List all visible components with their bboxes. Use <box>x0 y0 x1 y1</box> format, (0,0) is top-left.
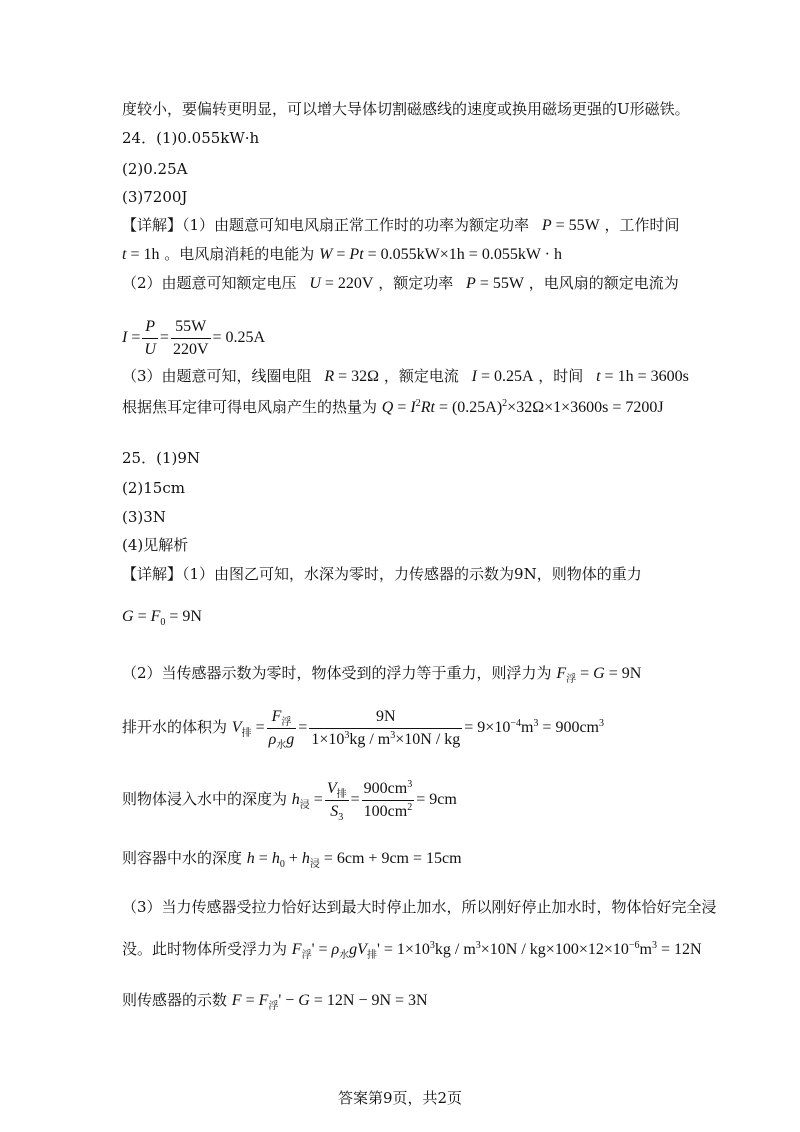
q25-detail-9 <box>122 991 428 1012</box>
q24-detail-3-mid1: ，额定功率 <box>378 274 454 292</box>
q25-detail-9-text: 则传感器的示数 <box>122 991 228 1009</box>
q24-answer-1: 24．(1)0.055kW·h <box>122 129 260 147</box>
q24-detail-2-text: 。电风扇消耗的电能为 <box>164 245 315 263</box>
q24-detail-6 <box>122 400 664 416</box>
q25-detail-4-text: 排开水的体积为 <box>122 717 228 736</box>
formula-power: P = 55W <box>541 217 600 234</box>
q24-detail-5 <box>122 369 689 385</box>
formula-resistance: R = 32Ω <box>324 368 380 385</box>
formula-heat: $Q = I^2Rt = (0.25A)^2\times 32\Omega\times 1\times 3600s = 7200J$ <box>381 398 664 416</box>
formula-gravity: $G = F_0 = 9N$ <box>122 608 202 628</box>
q24-detail-1 <box>122 218 680 234</box>
formula-volume: $V_排$ = $\frac{F_浮}{\rho_水g}$ = $\frac{9N}{1\times 10^3kg / m^3\times 10N / kg}$ = $9\times 10^{-4}m^3 = 900cm^3$ <box>231 708 604 751</box>
q24-detail-5-mid1: ，额定电流 <box>383 367 459 385</box>
formula-power-2: P = 55W <box>466 275 524 292</box>
q25-detail-8-text: 没。此时物体所受浮力为 <box>122 940 288 958</box>
q25-detail-5 <box>122 779 457 823</box>
q25-answer-3: (3)3N <box>122 508 166 526</box>
page-footer: 答案第9页，共2页 <box>337 1089 463 1107</box>
q25-detail-5-text: 则物体浸入水中的深度为 <box>122 789 288 808</box>
q24-answer-2: (2)0.25A <box>122 160 188 178</box>
q24-detail-3-mid2: ，电风扇的额定电流为 <box>528 274 679 292</box>
q24-detail-3-text: （2）由题意可知额定电压 <box>122 274 297 292</box>
q25-answer-4: (4)见解析 <box>122 536 189 554</box>
q24-detail-1-mid: ，工作时间 <box>604 216 680 234</box>
formula-time: t = 1h <box>122 246 160 263</box>
q25-detail-4 <box>122 708 604 751</box>
q24-answer-3: (3)7200J <box>122 188 188 206</box>
q25-detail-1: 【详解】（1）由图乙可知，水深为零时，力传感器的示数为9N，则物体的重力 <box>122 565 642 583</box>
q24-detail-2 <box>122 247 562 263</box>
formula-voltage: U = 220V <box>309 275 374 292</box>
q25-detail-3 <box>122 664 642 685</box>
formula-full-buoyancy: $F_浮' = \rho_水gV_排' = 1\times 10^3kg / m^3\times 10N / kg\times 100\times 12\times 10^{-6}m^3 = 12N$ <box>291 940 702 961</box>
q24-detail-1-text: 【详解】（1）由题意可知电风扇正常工作时的功率为额定功率 <box>122 216 530 234</box>
q24-detail-5-mid2: ，时间 <box>538 367 584 385</box>
q24-detail-5-text: （3）由题意可知，线圈电阻 <box>122 367 312 385</box>
formula-sensor-reading: $F = F_浮' - G = 12N - 9N = 3N$ <box>231 992 428 1012</box>
formula-current: I = $\frac{P}{U}$ = $\frac{55W}{220V}$ = 0.25A <box>122 318 266 358</box>
q25-detail-6-text: 则容器中水的深度 <box>122 849 243 867</box>
q25-detail-7: （3）当力传感器受拉力恰好达到最大时停止加水，所以刚好停止加水时，物体恰好完全浸 <box>122 898 717 916</box>
q25-detail-3-text: （2）当传感器示数为零时，物体受到的浮力等于重力，则浮力为 <box>122 664 552 682</box>
formula-energy: W = Pt = 0.055kW×1h = 0.055kW · h <box>319 246 562 263</box>
q24-detail-3 <box>122 276 679 292</box>
q25-answer-2: (2)15cm <box>122 479 185 497</box>
formula-duration: t = 1h = 3600s <box>596 368 689 385</box>
formula-rated-current: I = 0.25A <box>471 368 534 385</box>
q25-answer-1: 25．(1)9N <box>122 449 201 467</box>
q25-detail-6 <box>122 849 462 870</box>
formula-depth: $h_浸$ = $\frac{V_排}{S_3}$ = $\frac{900cm^3}{100cm^2}$ = 9cm <box>291 779 457 823</box>
formula-buoyancy: $F_浮 = G = 9N$ <box>556 665 642 685</box>
q24-detail-6-text: 根据焦耳定律可得电风扇产生的热量为 <box>122 398 378 416</box>
q25-detail-8 <box>122 940 702 961</box>
line-continuation: 度较小，要偏转更明显，可以增大导体切割磁感线的速度或换用磁场更强的U形磁铁。 <box>122 100 690 118</box>
formula-water-depth: $h = h_0 + h_浸 = 6cm + 9cm = 15cm$ <box>246 850 462 870</box>
